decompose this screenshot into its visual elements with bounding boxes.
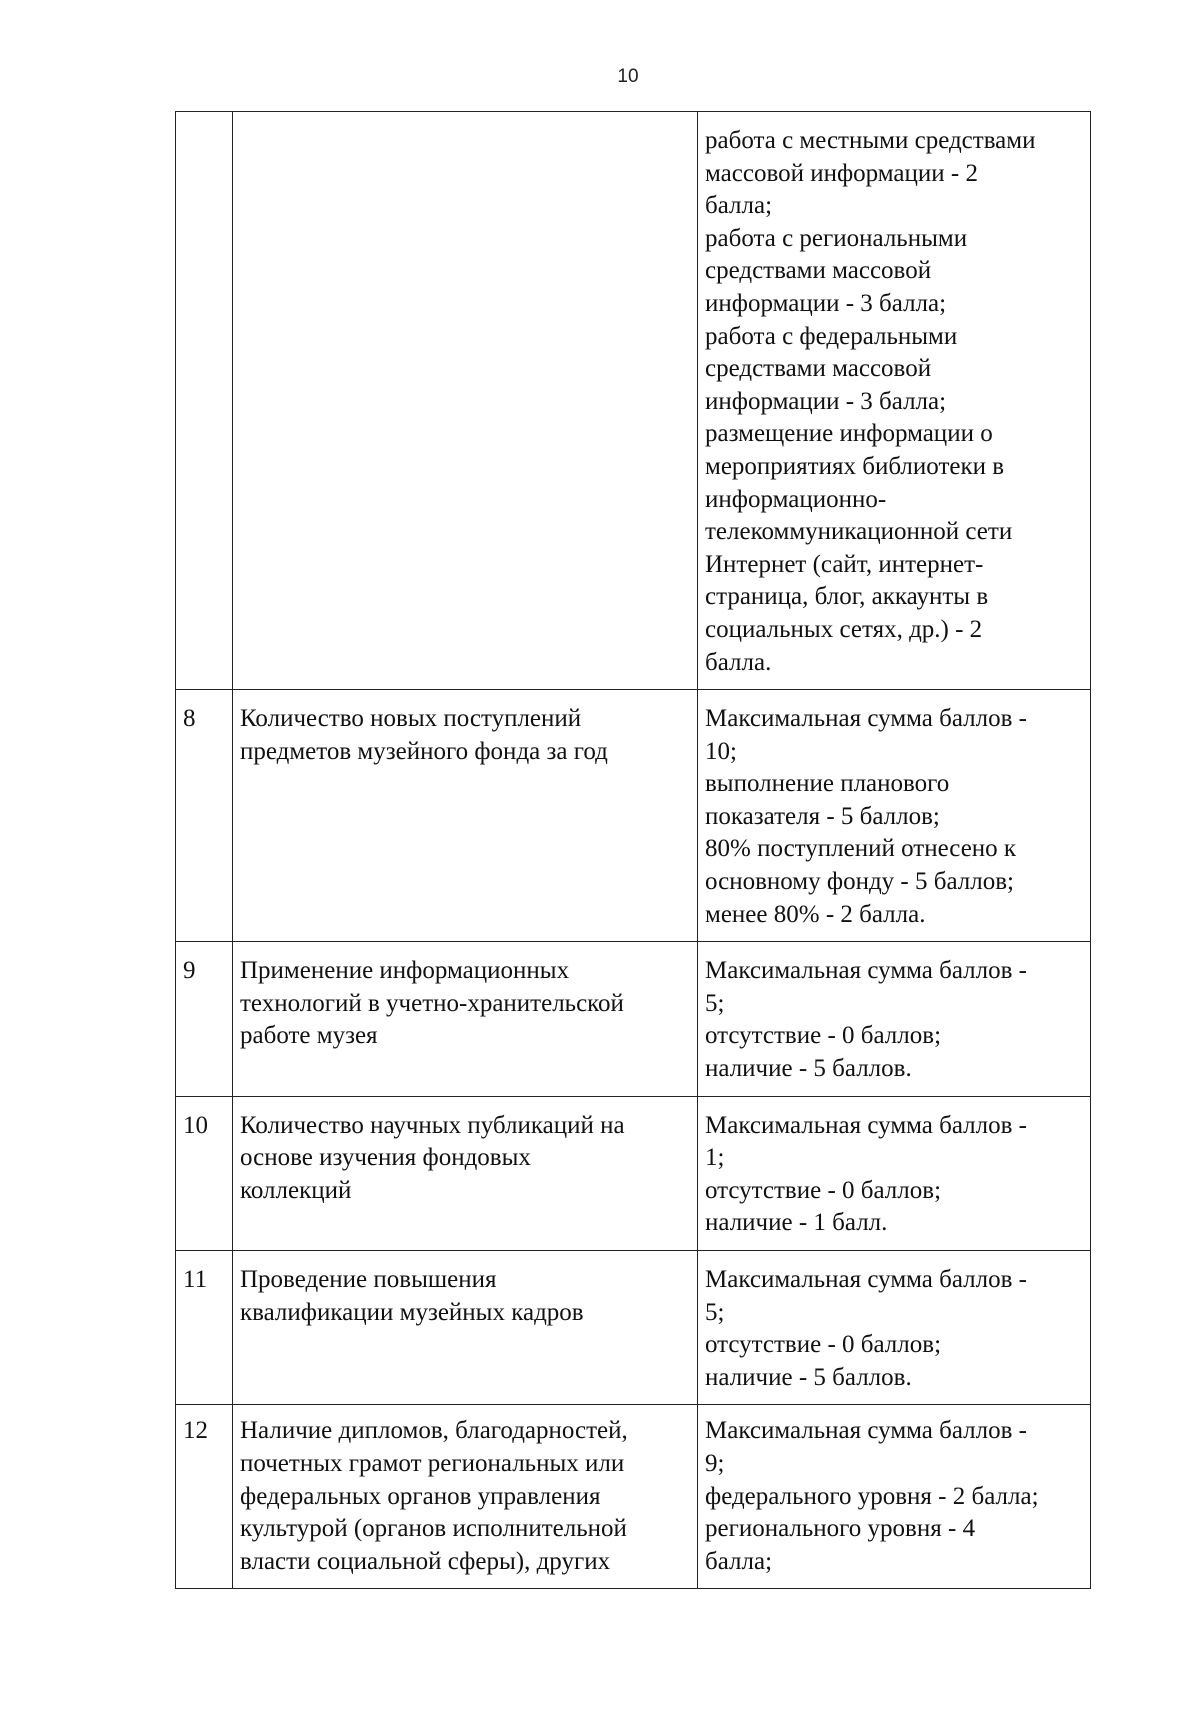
score-line: отсутствие - 0 баллов; [705, 1176, 942, 1204]
score-line: выполнение планового [705, 770, 950, 798]
score-line: 5; [705, 1298, 725, 1326]
score-line: страница, блог, аккаунты в [705, 583, 989, 611]
criterion-cell [233, 690, 698, 942]
score-line: Максимальная сумма баллов - [705, 1111, 1028, 1139]
score-line: Максимальная сумма баллов - [705, 1417, 1028, 1445]
criterion-cell [233, 112, 698, 690]
score-line: работа с федеральными [705, 322, 958, 350]
score-line: регионального уровня - 4 [705, 1515, 976, 1543]
score-line: 10; [705, 737, 737, 765]
score-line: 5; [705, 989, 725, 1017]
score-line: телекоммуникационной сети [705, 518, 1013, 546]
score-line: Интернет (сайт, интернет- [705, 550, 984, 578]
criterion-line: технологий в учетно-хранительской [240, 989, 624, 1017]
criterion-line: Проведение повышения [240, 1266, 497, 1293]
score-line: показателя - 5 баллов; [705, 802, 940, 830]
score-line: мероприятиях библиотеки в [705, 452, 1005, 480]
score-line: Максимальная сумма баллов - [705, 957, 1028, 985]
criterion-line: культурой (органов исполнительной [240, 1515, 627, 1543]
criterion-line: коллекций [240, 1176, 352, 1204]
score-line: Максимальная сумма баллов - [705, 705, 1028, 733]
score-line: основному фонду - 5 баллов; [705, 868, 1014, 896]
score-line: балла; [705, 192, 773, 220]
score-line: наличие - 1 балл. [705, 1209, 888, 1237]
score-line: массовой информации - 2 [705, 159, 978, 187]
table-row [176, 690, 1091, 942]
score-line: 1; [705, 1144, 725, 1172]
criterion-line: Количество научных публикаций на [240, 1111, 625, 1139]
criterion-line: почетных грамот региональных или [240, 1449, 625, 1477]
score-line: наличие - 5 баллов. [705, 1055, 912, 1083]
criterion-line: Наличие дипломов, благодарностей, [240, 1417, 628, 1445]
criterion-line: основе изучения фондовых [240, 1144, 531, 1172]
score-line: 80% поступлений отнесено к [705, 835, 1017, 863]
row-number-cell: 12 [176, 1405, 233, 1589]
score-line: федерального уровня - 2 балла; [705, 1482, 1039, 1510]
score-line: работа с местными средствами [705, 127, 1036, 154]
criterion-line: квалификации музейных кадров [240, 1298, 584, 1326]
score-line: балла; [705, 1547, 773, 1575]
score-cell [698, 1096, 1091, 1250]
score-line: социальных сетях, др.) - 2 [705, 615, 983, 643]
criterion-line: федеральных органов управления [240, 1482, 601, 1510]
row-number-cell [176, 112, 233, 690]
score-line: отсутствие - 0 баллов; [705, 1022, 942, 1050]
score-line: средствами массовой [705, 257, 932, 285]
criterion-line: власти социальной сферы), других [240, 1547, 611, 1575]
criterion-line: Количество новых поступлений [240, 705, 582, 733]
row-number-cell: 9 [176, 942, 233, 1096]
score-line: менее 80% - 2 балла. [705, 900, 926, 928]
score-line: информации - 3 балла; [705, 387, 947, 415]
score-line: балла. [705, 648, 772, 676]
page-number: 10 [617, 66, 639, 87]
score-line: информации - 3 балла; [705, 289, 947, 317]
score-line: отсутствие - 0 баллов; [705, 1331, 942, 1359]
row-number-cell: 8 [176, 690, 233, 942]
score-line: размещение информации о [705, 420, 993, 448]
score-line: наличие - 5 баллов. [705, 1363, 912, 1391]
score-cell [698, 942, 1091, 1096]
criterion-cell [233, 1251, 698, 1405]
table-row [176, 1405, 1091, 1589]
criterion-cell [233, 1405, 698, 1589]
score-cell [698, 1405, 1091, 1589]
criterion-cell [233, 1096, 698, 1250]
table-row [176, 942, 1091, 1096]
criterion-cell [233, 942, 698, 1096]
score-line: 9; [705, 1449, 725, 1477]
table-row [176, 1096, 1091, 1250]
score-cell [698, 112, 1091, 690]
score-line: информационно- [705, 485, 887, 513]
criterion-line: предметов музейного фонда за год [240, 737, 608, 765]
score-cell [698, 1251, 1091, 1405]
table-row-continued [176, 112, 1091, 690]
score-line: работа с региональными [705, 224, 968, 252]
criterion-line: работе музея [240, 1022, 378, 1050]
criterion-line: Применение информационных [240, 957, 570, 985]
score-cell [698, 690, 1091, 942]
score-line: Максимальная сумма баллов - [705, 1266, 1028, 1293]
score-line: средствами массовой [705, 355, 932, 383]
criteria-table [175, 111, 1091, 1589]
row-number-cell: 10 [176, 1096, 233, 1250]
row-number-cell: 11 [176, 1251, 233, 1405]
table-row [176, 1251, 1091, 1405]
